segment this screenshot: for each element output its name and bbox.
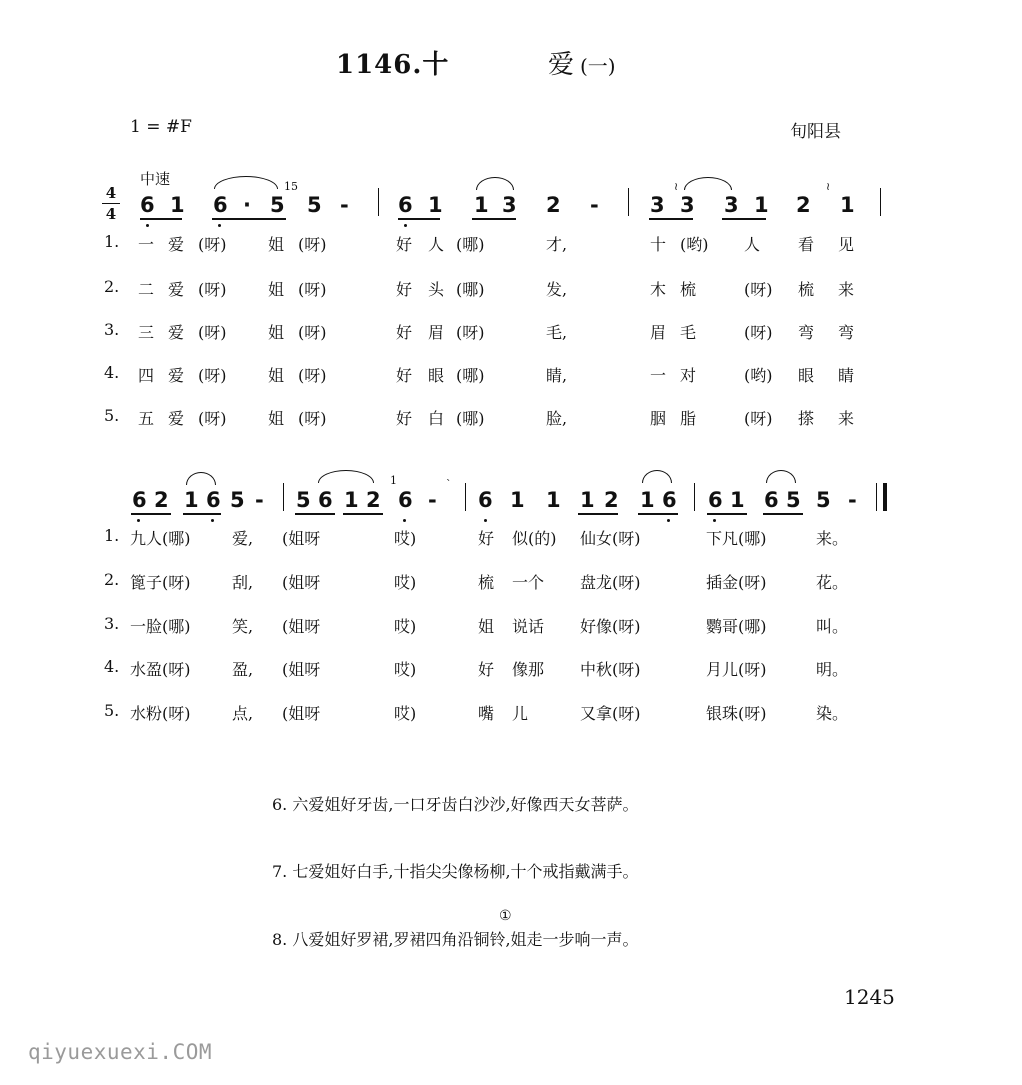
- lyric-phrase: 又拿(呀): [580, 704, 641, 723]
- lyric-phrase: 爱,: [232, 529, 254, 548]
- lyric-syllable: 好: [396, 323, 413, 342]
- dash: -: [590, 193, 599, 217]
- lyric-syllable: 眉: [650, 323, 667, 342]
- tempo-marking: 中速: [140, 170, 171, 188]
- lyric-syllable: 脂: [680, 409, 697, 428]
- note: 6: [708, 488, 723, 512]
- lyric-syllable: 2.: [104, 277, 120, 296]
- time-signature-top: 4: [105, 184, 117, 202]
- lyric-phrase: 似(的): [512, 529, 557, 548]
- note: 1: [170, 193, 185, 217]
- final-bar-thick: [883, 483, 887, 511]
- lyric-phrase: 嘴: [478, 704, 495, 723]
- low-octave-dot: [404, 224, 407, 227]
- eighth-underline: [398, 218, 440, 220]
- note: 3: [650, 193, 665, 217]
- lyric-syllable: 好: [396, 280, 413, 299]
- lyric-syllable: (呀): [298, 280, 327, 299]
- note: 5: [816, 488, 831, 512]
- lyric-syllable: (呀): [456, 323, 485, 342]
- lyric-syllable: 一: [650, 366, 667, 385]
- lyric-syllable: 4.: [104, 363, 120, 382]
- lyric-syllable: 来: [838, 280, 855, 299]
- lyric-phrase: 银珠(呀): [706, 704, 767, 723]
- note: 1: [840, 193, 855, 217]
- lyric-phrase: (姐呀: [282, 704, 321, 723]
- note: 1: [754, 193, 769, 217]
- note: 6: [213, 193, 228, 217]
- dash: -: [428, 488, 437, 512]
- lyric-syllable: 来: [838, 409, 855, 428]
- lyric-syllable: 四: [138, 366, 155, 385]
- lyric-phrase: 儿: [512, 704, 529, 723]
- slur: [318, 470, 374, 483]
- lyric-phrase: 刮,: [232, 573, 254, 592]
- lyric-syllable: 好: [396, 366, 413, 385]
- note: 1: [428, 193, 443, 217]
- slur: [684, 177, 732, 190]
- note: 1: [474, 193, 489, 217]
- lyric-syllable: (哪): [456, 235, 485, 254]
- dash: -: [848, 488, 857, 512]
- lyric-phrase: 哎): [394, 660, 417, 679]
- verse-line-7: 7. 七爱姐好白手,十指尖尖像杨柳,十个戒指戴满手。: [272, 862, 639, 881]
- lyric-phrase: 篦子(呀): [130, 573, 191, 592]
- note: 3: [502, 193, 517, 217]
- slur: [642, 470, 672, 483]
- eighth-underline: [140, 218, 182, 220]
- time-signature-divider: [102, 203, 120, 204]
- song-title-char: 爱: [548, 50, 575, 80]
- lyric-syllable: 姐: [268, 409, 285, 428]
- lyric-syllable: 姐: [268, 235, 285, 254]
- lyric-syllable: 姐: [268, 366, 285, 385]
- lyric-phrase: 仙女(呀): [580, 529, 641, 548]
- low-octave-dot: [146, 224, 149, 227]
- lyric-syllable: 胭: [650, 409, 667, 428]
- eighth-underline: [212, 218, 286, 220]
- eighth-underline: [472, 218, 516, 220]
- dot-note: ·: [243, 193, 251, 217]
- lyric-phrase: 下凡(哪): [706, 529, 767, 548]
- lyric-syllable: 见: [838, 235, 855, 254]
- slur: [214, 176, 278, 189]
- lyric-syllable: 十: [650, 235, 667, 254]
- eighth-underline: [343, 513, 383, 515]
- lyric-phrase: 5.: [104, 701, 120, 720]
- lyric-phrase: 2.: [104, 570, 120, 589]
- song-title-suffix: (一): [580, 54, 616, 78]
- bar-line: [465, 483, 466, 511]
- note: 2: [604, 488, 619, 512]
- lyric-syllable: 姐: [268, 280, 285, 299]
- lyric-syllable: (哪): [456, 409, 485, 428]
- note: 5: [296, 488, 311, 512]
- lyric-syllable: 人: [428, 235, 445, 254]
- lyric-syllable: 三: [138, 323, 155, 342]
- lyric-phrase: 盈,: [232, 660, 254, 679]
- slur: [186, 472, 216, 485]
- low-octave-dot: [211, 519, 214, 522]
- lyric-phrase: 哎): [394, 704, 417, 723]
- lyric-syllable: (呀): [744, 280, 773, 299]
- lyric-syllable: 看: [798, 235, 815, 254]
- lyric-phrase: 1.: [104, 526, 120, 545]
- final-bar-thin: [876, 483, 877, 511]
- lyric-syllable: 睛: [838, 366, 855, 385]
- lyric-phrase: 点,: [232, 704, 254, 723]
- lyric-syllable: (哟): [680, 235, 709, 254]
- note: 1: [580, 488, 595, 512]
- low-octave-dot: [137, 519, 140, 522]
- lyric-phrase: 哎): [394, 529, 417, 548]
- note: 2: [796, 193, 811, 217]
- lyric-syllable: 五: [138, 409, 155, 428]
- key-signature: 1 = #F: [130, 117, 192, 137]
- eighth-underline: [707, 513, 747, 515]
- lyric-syllable: (呀): [198, 409, 227, 428]
- lyric-phrase: 姐: [478, 617, 495, 636]
- lyric-syllable: (呀): [298, 409, 327, 428]
- lyric-syllable: 脸,: [546, 409, 568, 428]
- ornament-mark: ≀: [826, 180, 831, 193]
- lyric-phrase: 哎): [394, 617, 417, 636]
- lyric-phrase: 插金(呀): [706, 573, 767, 592]
- dash: -: [255, 488, 264, 512]
- lyric-syllable: 姐: [268, 323, 285, 342]
- lyric-syllable: 5.: [104, 406, 120, 425]
- bar-line: [378, 188, 379, 216]
- lyric-phrase: 一脸(哪): [130, 617, 191, 636]
- lyric-phrase: 好像(呀): [580, 617, 641, 636]
- lyric-phrase: 九人(哪): [130, 529, 191, 548]
- lyric-syllable: 爱: [168, 323, 185, 342]
- watermark-text: qiyuexuexi.COM: [28, 1040, 213, 1064]
- lyric-phrase: 好: [478, 529, 495, 548]
- lyric-phrase: 4.: [104, 657, 120, 676]
- lyric-syllable: 好: [396, 235, 413, 254]
- lyric-phrase: (姐呀: [282, 660, 321, 679]
- lyric-phrase: 说话: [512, 617, 545, 636]
- lyric-syllable: 木: [650, 280, 667, 299]
- note: 6: [478, 488, 493, 512]
- lyric-syllable: 才,: [546, 235, 568, 254]
- lyric-phrase: 染。: [816, 704, 849, 723]
- lyric-syllable: 爱: [168, 409, 185, 428]
- lyric-phrase: 一个: [512, 573, 545, 592]
- note: 1: [184, 488, 199, 512]
- bar-line: [283, 483, 284, 511]
- eighth-underline: [649, 218, 693, 220]
- note: 5: [270, 193, 285, 217]
- eighth-underline: [183, 513, 221, 515]
- lyric-syllable: (呀): [198, 280, 227, 299]
- lyric-syllable: 搽: [798, 409, 815, 428]
- lyric-phrase: (姐呀: [282, 529, 321, 548]
- lyric-syllable: 爱: [168, 366, 185, 385]
- lyric-syllable: (呀): [198, 235, 227, 254]
- lyric-syllable: 对: [680, 366, 697, 385]
- note: 6: [140, 193, 155, 217]
- eighth-underline: [578, 513, 618, 515]
- low-octave-dot: [713, 519, 716, 522]
- lyric-phrase: 水盈(呀): [130, 660, 191, 679]
- lyric-syllable: 发,: [546, 280, 568, 299]
- eighth-underline: [131, 513, 171, 515]
- lyric-phrase: 好: [478, 660, 495, 679]
- grace-note: 1: [390, 474, 397, 487]
- lyric-phrase: (姐呀: [282, 573, 321, 592]
- lyric-syllable: (呀): [744, 323, 773, 342]
- note: 6: [318, 488, 333, 512]
- footnote-marker: ①: [499, 908, 512, 924]
- lyric-syllable: 好: [396, 409, 413, 428]
- lyric-phrase: 花。: [816, 573, 849, 592]
- grace-note: 15: [284, 180, 298, 193]
- lyric-syllable: 弯: [798, 323, 815, 342]
- lyric-phrase: 像那: [512, 660, 545, 679]
- lyric-phrase: 月儿(呀): [706, 660, 767, 679]
- note: 5: [230, 488, 245, 512]
- lyric-syllable: 人: [744, 235, 761, 254]
- lyric-syllable: 弯: [838, 323, 855, 342]
- lyric-syllable: (呀): [298, 235, 327, 254]
- lyric-syllable: 白: [428, 409, 445, 428]
- bar-line: [628, 188, 629, 216]
- lyric-syllable: 眼: [798, 366, 815, 385]
- note: 6: [206, 488, 221, 512]
- lyric-syllable: (呀): [744, 409, 773, 428]
- lyric-phrase: 梳: [478, 573, 495, 592]
- lyric-phrase: 中秋(呀): [580, 660, 641, 679]
- bar-line: [694, 483, 695, 511]
- note: 5: [307, 193, 322, 217]
- note: 2: [366, 488, 381, 512]
- lyric-syllable: 爱: [168, 280, 185, 299]
- note: 6: [662, 488, 677, 512]
- note: 1: [640, 488, 655, 512]
- time-signature-bottom: 4: [105, 205, 117, 223]
- note: 6: [398, 488, 413, 512]
- note: 2: [546, 193, 561, 217]
- bar-line: [880, 188, 881, 216]
- lyric-phrase: 水粉(呀): [130, 704, 191, 723]
- lyric-syllable: 睛,: [546, 366, 568, 385]
- note: 3: [680, 193, 695, 217]
- note: 1: [344, 488, 359, 512]
- lyric-syllable: (呀): [298, 323, 327, 342]
- lyric-syllable: (哪): [456, 280, 485, 299]
- lyric-syllable: 眼: [428, 366, 445, 385]
- lyric-syllable: (呀): [198, 323, 227, 342]
- verse-line-8: 8. 八爱姐好罗裙,罗裙四角沿铜铃,姐走一步响一声。: [272, 930, 639, 949]
- note: 1: [510, 488, 525, 512]
- note: 6: [132, 488, 147, 512]
- note: 1: [730, 488, 745, 512]
- breath-mark: `: [446, 478, 452, 491]
- note: 6: [764, 488, 779, 512]
- page-number: 1245: [844, 985, 895, 1009]
- slur: [476, 177, 514, 190]
- lyric-syllable: 一: [138, 235, 155, 254]
- low-octave-dot: [403, 519, 406, 522]
- low-octave-dot: [484, 519, 487, 522]
- note: 6: [398, 193, 413, 217]
- lyric-phrase: (姐呀: [282, 617, 321, 636]
- note: 3: [724, 193, 739, 217]
- lyric-phrase: 盘龙(呀): [580, 573, 641, 592]
- lyric-syllable: 毛: [680, 323, 697, 342]
- ornament-mark: ≀: [674, 180, 679, 193]
- lyric-phrase: 3.: [104, 614, 120, 633]
- low-octave-dot: [667, 519, 670, 522]
- region-label: 旬阳县: [790, 122, 841, 142]
- song-title-number: 1146.十: [336, 50, 450, 80]
- lyric-phrase: 哎): [394, 573, 417, 592]
- lyric-syllable: 3.: [104, 320, 120, 339]
- eighth-underline: [763, 513, 803, 515]
- eighth-underline: [638, 513, 678, 515]
- note: 1: [546, 488, 561, 512]
- lyric-syllable: 梳: [680, 280, 697, 299]
- lyric-syllable: 爱: [168, 235, 185, 254]
- lyric-syllable: 眉: [428, 323, 445, 342]
- note: 5: [786, 488, 801, 512]
- eighth-underline: [722, 218, 766, 220]
- lyric-syllable: (呀): [298, 366, 327, 385]
- lyric-syllable: (呀): [198, 366, 227, 385]
- lyric-syllable: (哪): [456, 366, 485, 385]
- lyric-phrase: 笑,: [232, 617, 254, 636]
- note: 2: [154, 488, 169, 512]
- lyric-phrase: 明。: [816, 660, 849, 679]
- verse-line-6: 6. 六爱姐好牙齿,一口牙齿白沙沙,好像西天女菩萨。: [272, 795, 639, 814]
- lyric-syllable: 头: [428, 280, 445, 299]
- slur: [766, 470, 796, 483]
- lyric-syllable: 梳: [798, 280, 815, 299]
- lyric-syllable: 二: [138, 280, 155, 299]
- low-octave-dot: [218, 224, 221, 227]
- lyric-syllable: 毛,: [546, 323, 568, 342]
- lyric-phrase: 鹦哥(哪): [706, 617, 767, 636]
- dash: -: [340, 193, 349, 217]
- lyric-syllable: (哟): [744, 366, 773, 385]
- time-signature: [102, 184, 120, 223]
- eighth-underline: [295, 513, 335, 515]
- lyric-phrase: 来。: [816, 529, 849, 548]
- lyric-phrase: 叫。: [816, 617, 849, 636]
- lyric-syllable: 1.: [104, 232, 120, 251]
